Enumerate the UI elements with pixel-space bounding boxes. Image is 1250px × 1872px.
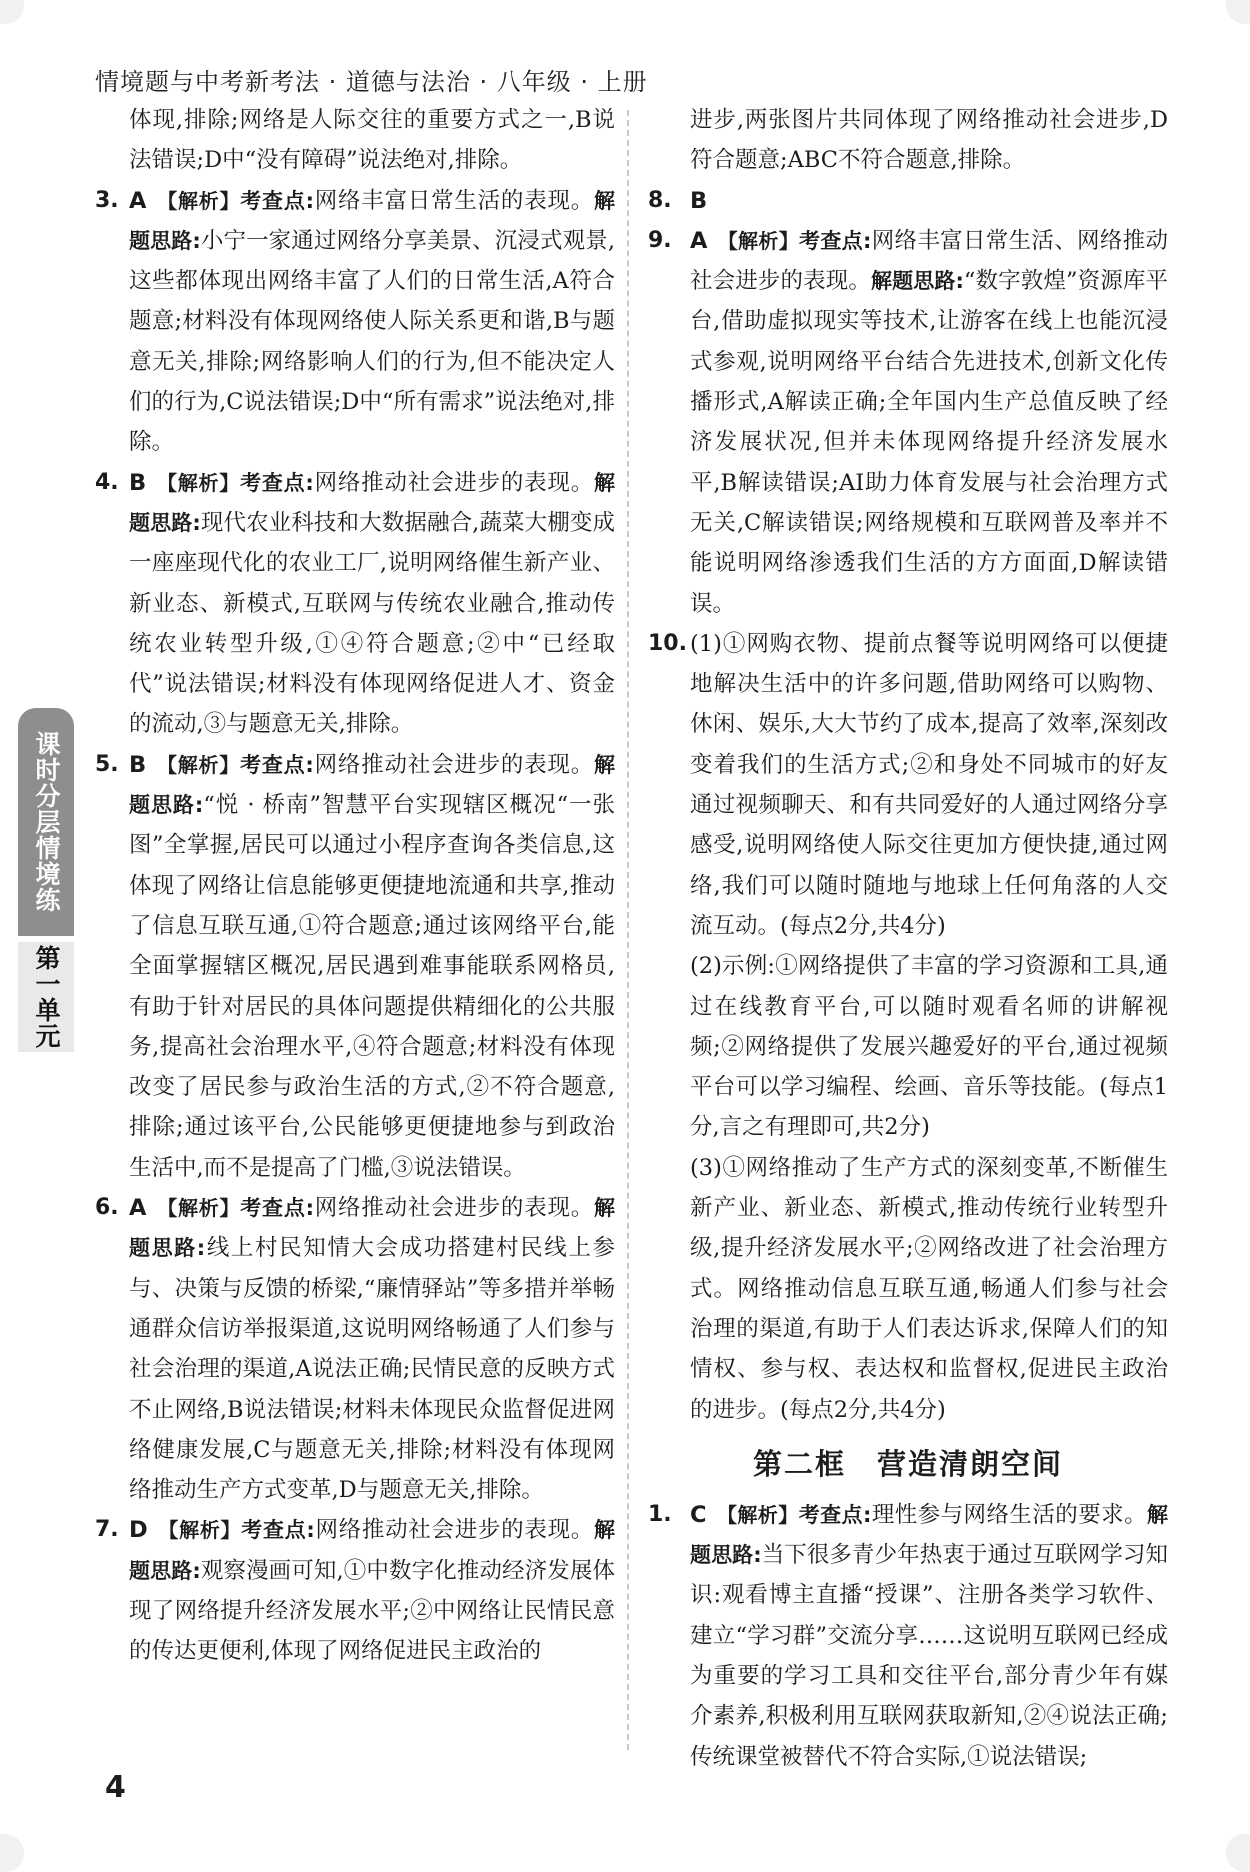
- answer-letter: A: [129, 187, 147, 214]
- answer-item-8: [648, 181, 1168, 221]
- keypoint-text: 网络推动社会进步的表现。: [314, 1195, 595, 1222]
- explanation-text: 现代农业科技和大数据融合,蔬菜大棚变成一座座现代化的农业工厂,说明网络催生新产业、新业态、新模式,互联网与传统农业融合,推动传统农业转型升级,①④符合题意;②中“已经取代”说法错误;材料没有体现网络促进人才、资金的流动,③与题意无关,排除。: [129, 509, 615, 738]
- explanation-text: 线上村民知情大会成功搭建村民线上参与、决策与反馈的桥梁,“廉情驿站”等多措并举畅通群众信访举报渠道,这说明网络畅通了人们参与社会治理的渠道,A说法正确;民情民意的反映方式不止网络,B说法错误;材料未体现民众监督促进网络健康发展,C与题意无关,排除;材料没有体现网络推动生产方式变革,D与题意无关,排除。: [129, 1235, 615, 1504]
- answer-letter: B: [129, 751, 147, 778]
- continuation-text: 体现,排除;网络是人际交往的重要方式之一,B说法错误;D中“没有障碍”说法绝对,排除。: [129, 107, 615, 174]
- answer-letter: B: [690, 187, 708, 214]
- question-number: 7.: [95, 1517, 119, 1543]
- approach-label: 解题思路:: [870, 269, 964, 294]
- answer-letter: C: [690, 1501, 707, 1528]
- question-number: 3.: [95, 187, 119, 213]
- analysis-tag: 【解析】: [716, 1502, 799, 1527]
- explanation-text: “数字敦煌”资源库平台,借助虚拟现实等技术,让游客在线上也能沉浸式参观,说明网络平台结合先进技术,创新文化传播形式,A解读正确;全年国内生产总值反映了经济发展状况,但并未体现网络提升经济发展水平,B解读错误;AI助力体育发展与社会治理方式无关,C解读错误;网络规模和互联网普及率并不能说明网络渗透我们生活的方方面面,D解读错误。: [690, 268, 1168, 617]
- page-number: 4: [105, 1770, 126, 1805]
- keypoint-text: 网络丰富日常生活的表现。: [314, 187, 595, 214]
- column-divider: [627, 110, 629, 1750]
- explanation-text: 当下很多青少年热衷于通过互联网学习知识:观看博主直播“授课”、注册各类学习软件、建立“学习群”交流分享……这说明互联网已经成为重要的学习工具和交往平台,部分青少年有媒介素养,积极利用互联网获取新知,②④说法正确;传统课堂被替代不符合实际,①说法错误;: [690, 1542, 1168, 1770]
- explanation-text: “悦 · 桥南”智慧平台实现辖区概况“一张图”全掌握,居民可以通过小程序查询各类信息,这体现了网络让信息能够更便捷地流通和共享,推动了信息互联互通,①符合题意;通过该网络平台,能全面掌握辖区概况,居民遇到难事能联系网格员,有助于针对居民的具体问题提供精细化的公共服务,提高社会治理水平,④符合题意;材料没有体现改变了居民参与政治生活的方式,②不符合题意,排除;通过该平台,公民能够更便捷地参与到政治生活中,而不是提高了门槛,③说法错误。: [129, 792, 615, 1181]
- keypoint-label: 考查点:: [240, 1196, 314, 1221]
- question-number: 9.: [648, 227, 672, 253]
- running-header: 情境题与中考新考法 · 道德与法治 · 八年级 · 上册: [95, 68, 648, 96]
- explanation-text: 观察漫画可知,①中数字化推动经济发展体现了网络提升经济发展水平;②中网络让民情民意的传达更便利,体现了网络促进民主政治的: [129, 1557, 615, 1665]
- side-tab-series: [18, 708, 74, 936]
- series-label: 课时分层情境练: [32, 731, 61, 913]
- approach-label: 解题思路:: [690, 1502, 1169, 1568]
- side-tab-unit: [18, 942, 74, 1052]
- answer-letter: A: [129, 1195, 147, 1222]
- keypoint-text: 网络丰富日常生活、网络推动社会进步的表现。: [690, 227, 1168, 295]
- keypoint-label: 考查点:: [799, 228, 872, 253]
- keypoint-label: 考查点:: [240, 188, 314, 213]
- answer-item-4: [95, 463, 615, 745]
- keypoint-label: 考查点:: [798, 1502, 872, 1527]
- answer-item-10: [648, 624, 1168, 1430]
- continuation-text: 进步,两张图片共同体现了网络推动社会进步,D符合题意;ABC不符合题意,排除。: [690, 107, 1168, 174]
- question-number: 4.: [95, 469, 119, 495]
- answer-item-9: [648, 221, 1168, 624]
- analysis-tag: 【解析】: [156, 188, 241, 213]
- keypoint-text: 网络推动社会进步的表现。: [314, 1517, 594, 1544]
- answer-letter: B: [129, 469, 147, 496]
- question-number: 1.: [648, 1501, 672, 1527]
- approach-label: 解题思路:: [129, 1196, 616, 1261]
- answer-item-s2-1: [648, 1495, 1168, 1777]
- answer-part-2: (2)示例:①网络提供了丰富的学习资源和工具,通过在线教育平台,可以随时观看名师的讲解视频;②网络提供了发展兴趣爱好的平台,通过视频平台可以学习编程、绘画、音乐等技能。(每点1分,言之有理即可,共2分): [690, 953, 1168, 1141]
- approach-label: 解题思路:: [129, 188, 616, 253]
- left-column: [95, 100, 615, 1672]
- answer-letter: A: [690, 227, 708, 254]
- right-column: [648, 100, 1168, 1777]
- answer-item-3: [95, 181, 615, 463]
- answer-item-6: [95, 1188, 615, 1510]
- explanation-text: 小宁一家通过网络分享美景、沉浸式观景,这些都体现出网络丰富了人们的日常生活,A符合题意;材料没有体现网络使人际关系更和谐,B与题意无关,排除;网络影响人们的行为,但不能决定人们的行为,C说法错误;D中“所有需求”说法绝对,排除。: [129, 227, 615, 456]
- answer-part-1: (1)①网购衣物、提前点餐等说明网络可以便捷地解决生活中的许多问题,借助网络可以购物、休闲、娱乐,大大节约了成本,提高了效率,深刻改变着我们的生活方式;②和身处不同城市的好友通过视频聊天、和有共同爱好的人通过网络分享感受,说明网络使人际交往更加方便快捷,通过网络,我们可以随时随地与地球上任何角落的人交流互动。(每点2分,共4分): [690, 630, 1168, 939]
- approach-label: 解题思路:: [129, 1518, 615, 1583]
- analysis-tag: 【解析】: [156, 470, 241, 495]
- question-number: 6.: [95, 1195, 119, 1221]
- analysis-tag: 【解析】: [157, 1518, 242, 1543]
- side-tab: [18, 708, 74, 1052]
- section-title: 第二框 营造清朗空间: [752, 1446, 1063, 1481]
- unit-label: 第一单元: [32, 945, 61, 1049]
- scan-corner: [0, 0, 24, 24]
- keypoint-label: 考查点:: [240, 752, 314, 777]
- question-number: 5.: [95, 751, 119, 777]
- question-number: 10.: [648, 630, 687, 656]
- approach-label: 解题思路:: [129, 752, 615, 818]
- answer-item-5: [95, 745, 615, 1188]
- scan-corner: [1226, 1834, 1250, 1872]
- scan-corner: [0, 1834, 24, 1872]
- keypoint-text: 网络推动社会进步的表现。: [313, 751, 594, 778]
- keypoint-text: 网络推动社会进步的表现。: [313, 469, 594, 496]
- keypoint-label: 考查点:: [240, 470, 314, 495]
- approach-label: 解题思路:: [129, 470, 615, 535]
- analysis-tag: 【解析】: [156, 1196, 241, 1221]
- analysis-tag: 【解析】: [156, 752, 241, 777]
- keypoint-text: 理性参与网络生活的要求。: [871, 1501, 1148, 1528]
- keypoint-label: 考查点:: [241, 1518, 315, 1543]
- answer-part-3: (3)①网络推动了生产方式的深刻变革,不断催生新产业、新业态、新模式,推动传统行业转型升级,提升经济发展水平;②网络改进了社会治理方式。网络推动信息互联互通,畅通人们参与社会治理的渠道,有助于人们表达诉求,保障人们的知情权、参与权、表达权和监督权,促进民主政治的进步。(每点2分,共4分): [690, 1154, 1168, 1423]
- question-number: 8.: [648, 187, 672, 213]
- answer-letter: D: [129, 1517, 148, 1544]
- answer-item-7: [95, 1510, 615, 1671]
- analysis-tag: 【解析】: [717, 228, 800, 253]
- scan-corner: [1226, 0, 1250, 24]
